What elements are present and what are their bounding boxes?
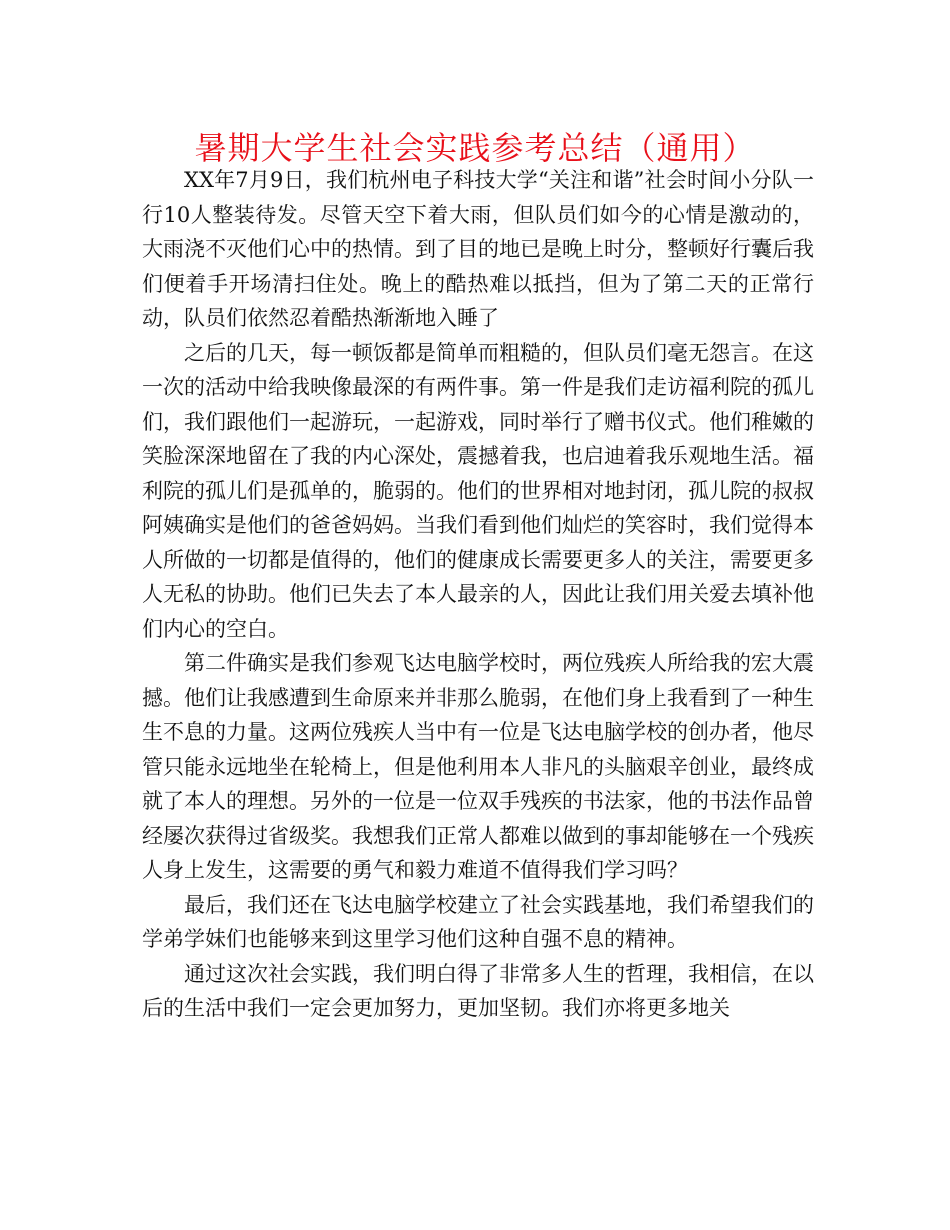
paragraph-2: 之后的几天，每一顿饭都是简单而粗糙的，但队员们毫无怨言。在这一次的活动中给我映像最深的有两件事。第一件是我们走访福利院的孤儿们，我们跟他们一起游玩，一起游戏，同时举行了赠书仪式。他们稚嫩的笑脸深深地留在了我的内心深处，震撼着我，也启迪着我乐观地生活。福利院的孤儿们是孤单的，脆弱的。他们的世界相对地封闭，孤儿院的叔叔阿姨确实是他们的爸爸妈妈。当我们看到他们灿烂的笑容时，我们觉得本人所做的一切都是值得的，他们的健康成长需要更多人的关注，需要更多人无私的协助。他们已失去了本人最亲的人，因此让我们用关爱去填补他们内心的空白。 — [142, 340, 814, 641]
document-body — [142, 163, 814, 1026]
paragraph-3: 第二件确实是我们参观飞达电脑学校时，两位残疾人所给我的宏大震撼。他们让我感遭到生命原来并非那么脆弱，在他们身上我看到了一种生生不息的力量。这两位残疾人当中有一位是飞达电脑学校的创办者，他尽管只能永远地坐在轮椅上，但是他利用本人非凡的头脑艰辛创业，最终成就了本人的理想。另外的一位是一位双手残疾的书法家，他的书法作品曾经屡次获得过省级奖。我想我们正常人都难以做到的事却能够在一个残疾人身上发生，这需要的勇气和毅力难道不值得我们学习吗？ — [142, 651, 814, 882]
document-title: 暑期大学生社会实践参考总结（通用） — [194, 129, 756, 167]
paragraph-4: 最后，我们还在飞达电脑学校建立了社会实践基地，我们希望我们的学弟学妹们也能够来到这里学习他们这种自强不息的精神。 — [142, 892, 814, 951]
paragraph-1: XX年7月9日，我们杭州电子科技大学“关注和谐”社会时间小分队一行10人整装待发。尽管天空下着大雨，但队员们如今的心情是激动的，大雨浇不灭他们心中的热情。到了目的地已是晚上时分，整顿好行囊后我们便着手开场清扫住处。晚上的酷热难以抵挡，但为了第二天的正常行动，队员们依然忍着酷热渐渐地入睡了 — [142, 168, 814, 330]
paragraph-5: 通过这次社会实践，我们明白得了非常多人生的哲理，我相信，在以后的生活中我们一定会更加努力，更加坚韧。我们亦将更多地关 — [142, 961, 814, 1020]
